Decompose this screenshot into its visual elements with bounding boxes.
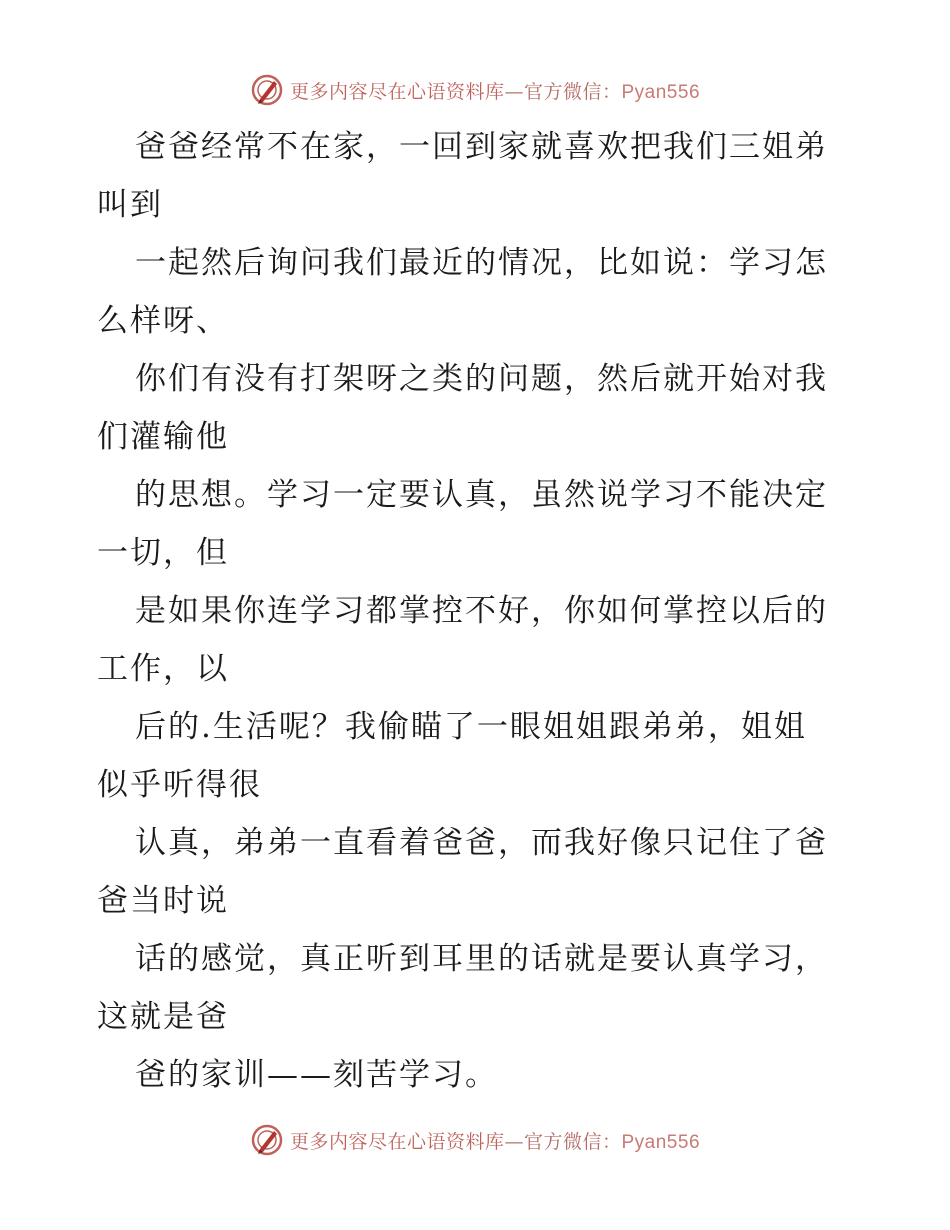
watermark-account-label: 官方微信： (523, 80, 622, 103)
text-line: 叫到 (97, 187, 163, 223)
text-line: 这就是爸 (97, 999, 229, 1035)
watermark-text (290, 1127, 700, 1154)
text-line: 们灌输他 (97, 419, 229, 455)
pen-logo-icon (250, 73, 284, 107)
watermark-site-text: 更多内容尽在心语资料库 (289, 80, 505, 103)
header-watermark (0, 70, 950, 110)
text-line: 话的感觉，真正听到耳里的话就是要认真学习， (135, 941, 828, 977)
footer-watermark (0, 1120, 950, 1160)
watermark-account-id: Pyan556 (621, 1131, 701, 1153)
text-line: 似乎听得很 (97, 767, 262, 803)
watermark-separator: — (504, 1130, 524, 1153)
text-line: 么样呀、 (97, 303, 229, 339)
text-line: 爸当时说 (97, 883, 229, 919)
text-line: 爸爸经常不在家，一回到家就喜欢把我们三姐弟 (135, 129, 828, 165)
text-line: 工作，以 (97, 651, 229, 687)
watermark-text (290, 77, 700, 104)
text-line: 的思想。学习一定要认真，虽然说学习不能决定 (135, 477, 828, 513)
text-line: 是如果你连学习都掌控不好，你如何掌控以后的 (135, 593, 828, 629)
document-body (97, 118, 857, 1104)
text-line: 后的.生活呢？我偷瞄了一眼姐姐跟弟弟，姐姐 (135, 709, 807, 745)
watermark-separator: — (504, 80, 524, 103)
watermark-account-id: Pyan556 (621, 81, 701, 103)
text-line: 一切，但 (97, 535, 229, 571)
pen-logo-icon (250, 1123, 284, 1157)
watermark-account-label: 官方微信： (523, 1130, 622, 1153)
watermark-site-text: 更多内容尽在心语资料库 (289, 1130, 505, 1153)
text-line: 认真，弟弟一直看着爸爸，而我好像只记住了爸 (135, 825, 828, 861)
text-line: 爸的家训——刻苦学习。 (135, 1057, 498, 1093)
text-line: 你们有没有打架呀之类的问题，然后就开始对我 (135, 361, 828, 397)
text-line: 一起然后询问我们最近的情况，比如说：学习怎 (135, 245, 828, 281)
